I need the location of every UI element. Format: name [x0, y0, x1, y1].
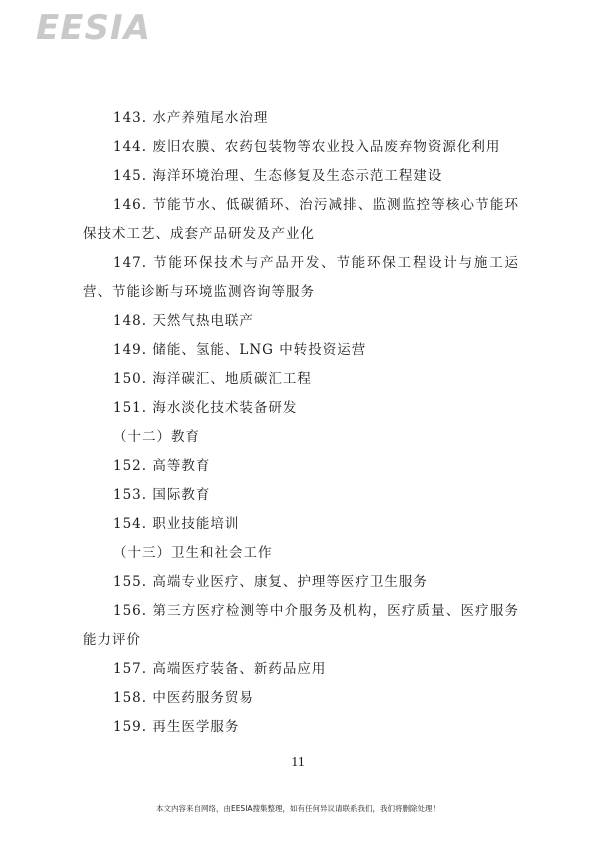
list-item-145: 145. 海洋环境治理、生态修复及生态示范工程建设 — [113, 168, 443, 184]
list-item-148: 148. 天然气热电联产 — [113, 313, 254, 329]
list-item-156: 156. 第三方医疗检测等中介服务及机构，医疗质量、医疗服务能力评价 — [83, 603, 519, 648]
document-body — [83, 104, 519, 742]
list-item-144: 144. 废旧农膜、农药包装物等农业投入品废弃物资源化利用 — [113, 139, 501, 155]
footer-disclaimer: 本文内容来自网络，由EESIA搜集整理，如有任何异议请联系我们，我们将删除处理！ — [155, 804, 441, 813]
list-item-146: 146. 节能节水、低碳循环、治污减排、监测监控等核心节能环保技术工艺、成套产品研发及产业化 — [83, 197, 519, 242]
page-number: 11 — [291, 755, 305, 770]
list-item-153: 153. 国际教育 — [113, 487, 211, 503]
list-item-147: 147. 节能环保技术与产品开发、节能环保工程设计与施工运营、节能诊断与环境监测咨询等服务 — [83, 255, 519, 300]
list-item-155: 155. 高端专业医疗、康复、护理等医疗卫生服务 — [113, 574, 428, 590]
eesia-logo: EESIA — [36, 8, 151, 48]
list-item-158: 158. 中医药服务贸易 — [113, 690, 254, 706]
list-item-154: 154. 职业技能培训 — [113, 516, 240, 532]
list-item-150: 150. 海洋碳汇、地质碳汇工程 — [113, 371, 312, 387]
list-item-152: 152. 高等教育 — [113, 458, 211, 474]
list-item-149: 149. 储能、氢能、LNG 中转投资运营 — [113, 342, 367, 358]
list-item-157: 157. 高端医疗装备、新药品应用 — [113, 661, 327, 677]
section-heading-education: （十二）教育 — [113, 429, 200, 445]
list-item-159: 159. 再生医学服务 — [113, 719, 240, 735]
section-heading-health: （十三）卫生和社会工作 — [113, 545, 273, 561]
list-item-143: 143. 水产养殖尾水治理 — [113, 110, 269, 126]
list-item-151: 151. 海水淡化技术装备研发 — [113, 400, 298, 416]
